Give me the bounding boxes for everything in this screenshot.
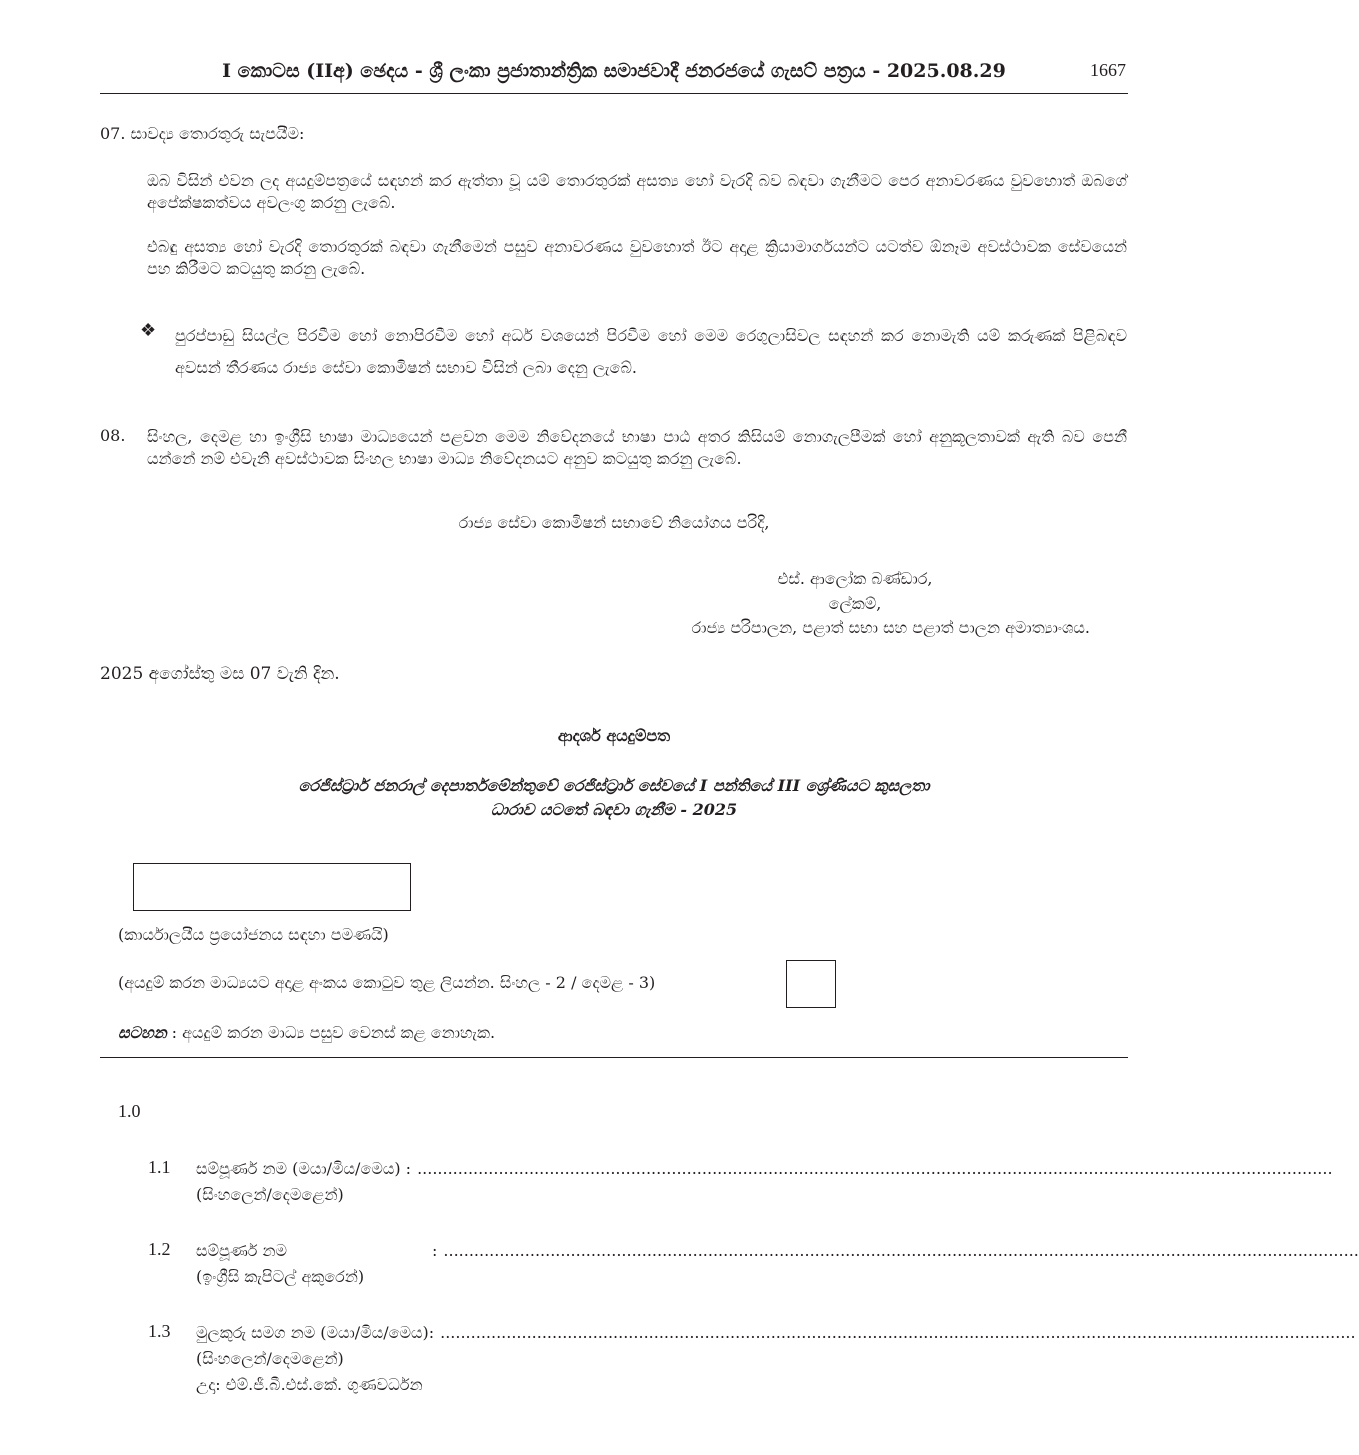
- field-1-1-number: 1.1: [148, 1157, 171, 1177]
- bullet-diamond-icon: ❖: [140, 320, 157, 341]
- gazette-header-title: I කොටස (IIඅ) ඡෙදය - ශ්‍රී ලංකා ප්‍රජාතාන්ත්‍රික සමාජවාදී ජනරජයේ ගැසට් පත්‍රය - 2025.08.29: [222, 60, 1006, 82]
- order-line: රාජ්‍ය සේවා කොමිෂන් සභාවේ නියෝගය පරිදි,: [458, 513, 770, 532]
- section-08-text: සිංහල, දෙමළ හා ඉංග්‍රීසි භාෂා මාධ්‍යයෙන් පළවන මෙම නිවේදනයේ භාෂා පාඨ අතර කිසියම් නොගැලපීමක් හෝ අනුකූලතාවක් ඇති බව පෙනී යන්නේ නම් එවැනි අවස්ථාවක සිංහල භාෂා මාධ්‍ය නිවේදනයට අනුව කටයුතු කරනු ලැබේ.: [147, 427, 1127, 468]
- note-text: : අයදුම් කරන මාධ්‍ය පසුව වෙනස් කළ නොහැක.: [166, 1023, 496, 1042]
- full-name-sinhala-row: [196, 1159, 1333, 1179]
- field-1-3-label: මුලකුරු සමග නම (මයා/මිය/මෙය):: [196, 1323, 435, 1342]
- field-1-2-colon: :: [432, 1241, 438, 1260]
- office-use-label: (කාර්යාලයීය ප්‍රයෝජනය සඳහා පමණයි): [118, 925, 389, 944]
- date-line: 2025 අගෝස්තු මස 07 වැනි දින.: [100, 664, 340, 684]
- name-with-initials-field[interactable]: ....................................................................................................................................................................................: [440, 1323, 1356, 1342]
- field-1-3-example: උදා: එම්.ජී.බී.එස්.කේ. ගුණවර්ධන: [196, 1375, 423, 1394]
- field-1-3-number: 1.3: [148, 1321, 171, 1341]
- section-1-number: 1.0: [118, 1101, 141, 1121]
- form-subtitle-line-1: රෙජිස්ට්‍රාර් ජනරාල් දෙපාර්තමේන්තුවේ රෙජිස්ට්‍රාර් සේවයේ I පන්තියේ III ශ්‍රේණියට කුසලතා: [298, 776, 930, 795]
- form-heading: ආදර්ශ අයදුම්පත: [557, 726, 671, 745]
- office-use-box[interactable]: [133, 863, 411, 911]
- form-subtitle-line-2: ධාරාව යටතේ බඳවා ගැනීම - 2025: [490, 800, 738, 819]
- medium-instruction: (අයදුම් කරන මාධ්‍යයට අදාළ අංකය කොටුව තුළ ලියන්න. සිංහල - 2 / දෙමළ - 3): [118, 973, 656, 992]
- section-07-paragraph-1: ඔබ විසින් එවන ලද අයදුම්පත්‍රයේ සඳහන් කර ඇත්තා වූ යම් තොරතුරක් අසත්‍ය හෝ වැරදි බව බඳවා ගැනීමට පෙර අනාවරණය වුවහොත් ඔබගේ අපේක්ෂකත්වය අවලංගු කරනු ලැබේ.: [147, 171, 1127, 212]
- signatory-name: එස්. ආලෝක බණ්ඩාර,: [777, 569, 933, 588]
- field-1-1-sub: (සිංහලෙන්/දෙමළෙන්): [196, 1185, 344, 1204]
- field-1-2-number: 1.2: [148, 1239, 171, 1259]
- signatory-ministry: රාජ්‍ය පරිපාලන, පළාත් සභා සහ පළාත් පාලන අමාත්‍යාංශය.: [691, 618, 1090, 637]
- note-line: [118, 1023, 495, 1043]
- note-label: සටහන: [118, 1023, 167, 1042]
- field-1-2-label: සම්පූර්ණ නම: [196, 1241, 288, 1260]
- form-divider: [100, 1057, 1128, 1058]
- section-08-number: 08.: [100, 426, 126, 445]
- page-number: 1667: [1090, 60, 1126, 80]
- field-1-1-label: සම්පූර්ණ නම (මයා/මිය/මෙය) :: [196, 1159, 412, 1178]
- field-1-2-sub: (ඉංග්‍රීසි කැපිටල් අකුරෙන්): [196, 1267, 365, 1286]
- signatory-title: ලේකම්,: [828, 594, 882, 613]
- header-divider: [100, 93, 1128, 94]
- field-1-3-sub: (සිංහලෙන්/දෙමළෙන්): [196, 1349, 344, 1368]
- full-name-english-field[interactable]: ....................................................................................................................................................................................: [443, 1241, 1359, 1260]
- full-name-english-row: [432, 1241, 1359, 1260]
- medium-code-box[interactable]: [786, 960, 836, 1008]
- section-07-paragraph-2: එබඳු අසත්‍ය හෝ වැරදි තොරතුරක් බඳවා ගැනීමෙන් පසුව අනාවරණය වුවහොත් ඊට අදාළ ක්‍රියාමාර්ගයන්ට යටත්ව ඕනෑම අවස්ථාවක සේවයෙන් පහ කිරීමට කටයුතු කරනු ලැබේ.: [147, 237, 1127, 278]
- section-07-bullet-text: පුරප්පාඩු සියල්ල පිරවීම හෝ නොපිරවීම හෝ අර්ධ වශයෙන් පිරවීම හෝ මෙම රෙගුලාසිවල සඳහන් කර නොමැති යම් කරුණක් පිළිබඳව අවසන් තීරණය රාජ්‍ය සේවා කොමිෂන් සභාව විසින් ලබා දෙනු ලැබේ.: [175, 326, 1127, 377]
- section-07-heading: 07. සාවද්‍ය තොරතුරු සැපයීම:: [100, 124, 305, 143]
- name-with-initials-row: [196, 1323, 1356, 1343]
- full-name-sinhala-field[interactable]: ....................................................................................................................................................................................: [417, 1159, 1333, 1178]
